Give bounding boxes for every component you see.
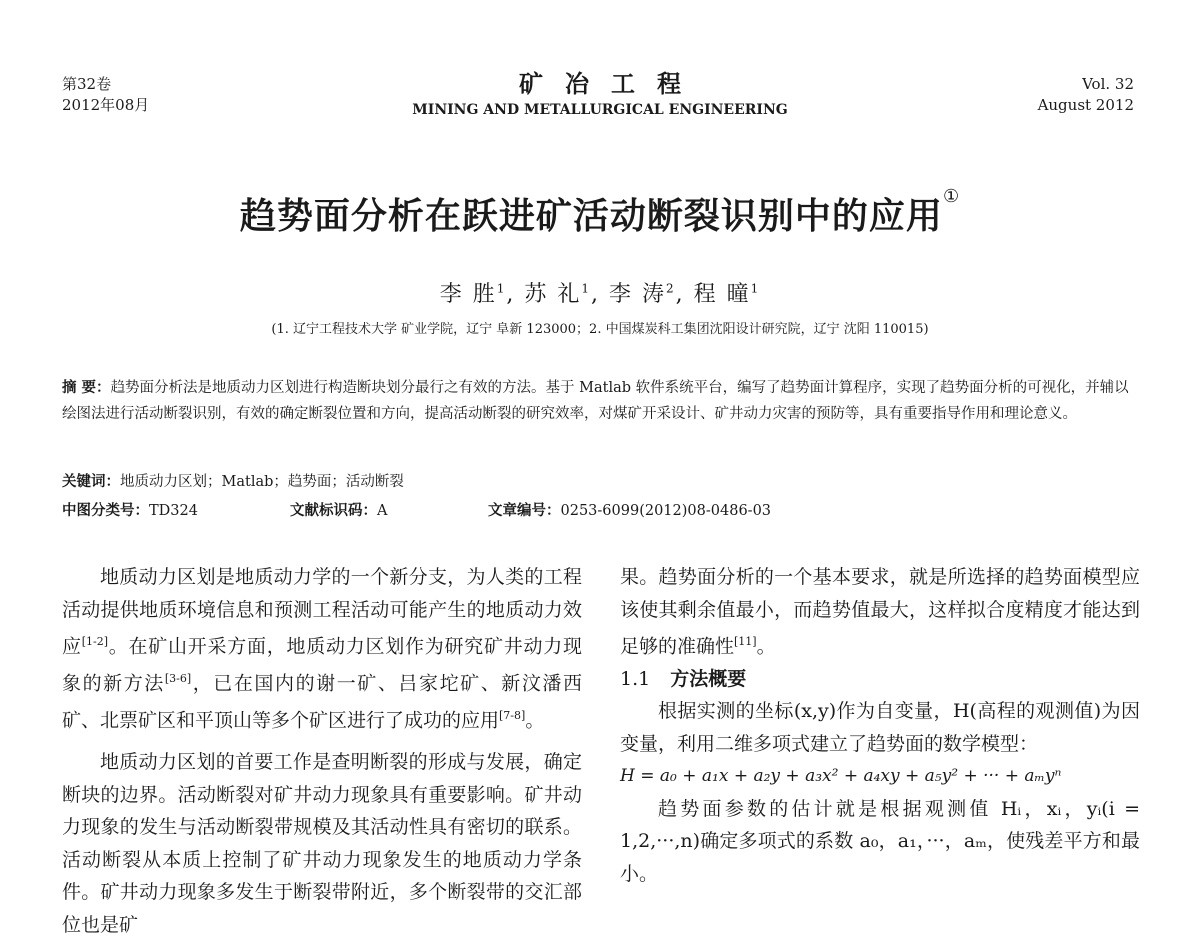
abstract-text: 趋势面分析法是地质动力区划进行构造断块划分最行之有效的方法。基于 Matlab 软件系统平台，编写了趋势面计算程序，实现了趋势面分析的可视化，并辅以绘图法进行活动断裂识别，有效的确定断裂位置和方向，提高活动断裂的研究效率，对煤矿开采设计、矿井动力灾害的预防等，具有重要指导作用和理论意义。: [62, 380, 1129, 422]
citation: [1-2]: [81, 635, 109, 648]
section-title: 方法概要: [670, 667, 747, 690]
journal-title-cn: 矿冶工程: [519, 69, 703, 98]
doc-code-label: 文献标识码：: [290, 502, 377, 519]
issue-date: 2012年08月: [62, 96, 150, 114]
keywords-text: 地质动力区划；Matlab；趋势面；活动断裂: [120, 474, 404, 490]
issue-date-en: August 2012: [1037, 96, 1134, 114]
citation: [3-6]: [164, 671, 192, 685]
author-name: 程 曈: [693, 282, 751, 307]
paragraph: 趋势面参数的估计就是根据观测值 Hᵢ，xᵢ，yᵢ(i = 1,2,···,n)确定多项式的系数 a₀，a₁，···，aₘ，使残差平方和最小。: [620, 797, 1140, 885]
volume-en: Vol. 32: [1082, 75, 1134, 93]
keywords: [62, 470, 404, 491]
author-list: 李 胜$^1$, 苏 礼$^1$, 李 涛$^2$, 程 曈$^1$: [439, 281, 761, 307]
title-text: 趋势面分析在跃进矿活动断裂识别中的应用: [239, 196, 943, 237]
author-name: 李 胜: [439, 282, 497, 307]
clc-value: TD324: [149, 503, 198, 519]
volume-label: 第32卷: [62, 75, 112, 93]
affiliations: (1. 辽宁工程技术大学 矿业学院，辽宁 阜新 123000；2. 中国煤炭科工集团沈阳设计研究院，辽宁 沈阳 110015): [271, 322, 929, 337]
author-name: 李 涛: [609, 282, 666, 307]
journal-title-en: MINING AND METALLURGICAL ENGINEERING: [412, 102, 788, 118]
citation: [11]: [734, 635, 757, 648]
classification-row: [62, 499, 1142, 520]
title-footnote-mark: ①: [942, 186, 961, 207]
article-no-value: 0253-6099(2012)08-0486-03: [560, 503, 772, 519]
paragraph: 地质动力区划的首要工作是查明断裂的形成与发展，确定断块的边界。活动断裂对矿井动力现象具有重要影响。矿井动力现象的发生与活动断裂带规模及其活动性具有密切的联系。活动断裂从本质上控制了矿井动力现象发生的地质动力学条件。矿井动力现象多发生于断裂带附近，多个断裂带的交汇部位也是矿: [62, 751, 582, 936]
section-heading: [620, 663, 1140, 696]
paragraph: 果。趋势面分析的一个基本要求，就是所选择的趋势面模型应该使其剩余值最小，而趋势值最大，这样拟合度精度才能达到足够的准确性[11]。: [620, 566, 1140, 658]
clc-label: 中图分类号：: [62, 502, 149, 519]
article-title: [0, 188, 1200, 239]
paragraph: 根据实测的坐标(x,y)作为自变量，H(高程的观测值)为因变量，利用二维多项式建立了趋势面的数学模型：: [620, 700, 1140, 755]
paragraph: 地质动力区划是地质动力学的一个新分支，为人类的工程活动提供地质环境信息和预测工程活动可能产生的地质动力效应[1-2]。在矿山开采方面，地质动力区划作为研究矿井动力现象的新方法[3-6]，已在国内的谢一矿、吕家坨矿、新汶潘西矿、北票矿区和平顶山等多个矿区进行了成功的应用[7-8]。: [62, 566, 582, 731]
author-affiliation-mark: 1: [581, 281, 591, 296]
section-number: 1.1: [620, 667, 651, 690]
author-name: 苏 礼: [524, 282, 582, 307]
author-affiliation-mark: 1: [750, 281, 761, 296]
author-affiliation-mark: 2: [666, 281, 676, 296]
abstract-label: 摘 要：: [62, 379, 111, 396]
running-header-right: [1038, 74, 1134, 116]
body-column-left: [62, 561, 582, 941]
running-header-center: [300, 70, 900, 120]
equation: H = a₀ + a₁x + a₂y + a₃x² + a₄xy + a₅y² + ··· + aₘyⁿ: [620, 766, 1062, 787]
citation: [7-8]: [499, 708, 526, 722]
keywords-label: 关键词：: [62, 473, 120, 490]
doc-code-value: A: [377, 503, 388, 519]
abstract: [62, 375, 1142, 427]
running-header-left: [62, 74, 149, 116]
body-column-right: [620, 561, 1140, 890]
author-affiliation-mark: 1: [496, 281, 507, 296]
article-no-label: 文章编号：: [488, 502, 561, 519]
